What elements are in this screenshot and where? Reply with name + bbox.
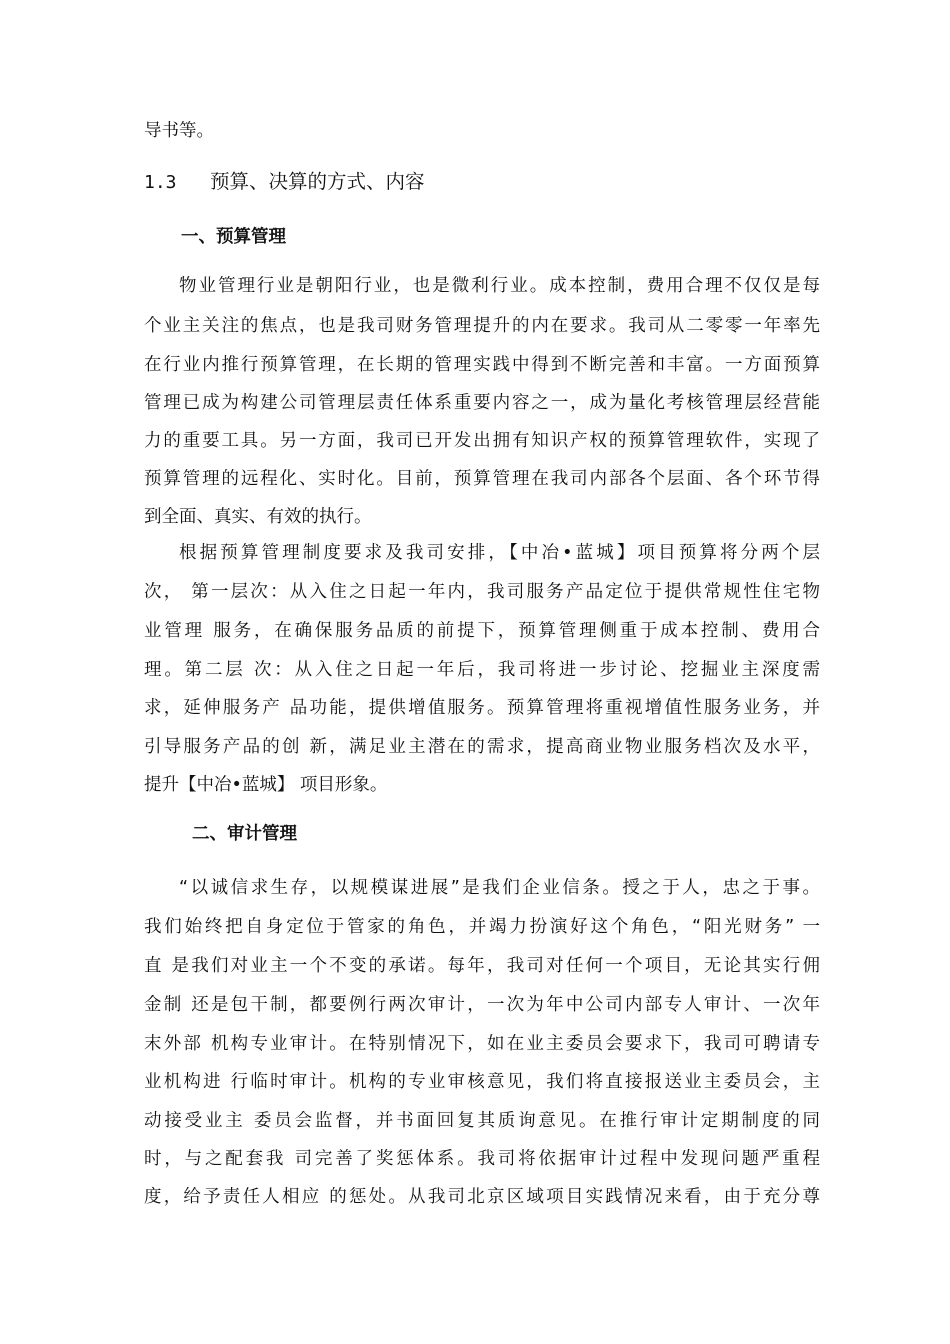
paragraph-line: 直 是我们对业主一个不变的承诺。每年，我司对任何一个项目，无论其实行佣: [144, 956, 820, 976]
section-title: 预算、决算的方式、内容: [210, 170, 425, 193]
paragraph-line: 业管理 服务，在确保服务品质的前提下，预算管理侧重于成本控制、费用合: [144, 621, 820, 641]
audit-heading: 二、审计管理: [192, 824, 297, 844]
paragraph-line: 到全面、真实、有效的执行。: [144, 507, 372, 527]
paragraph-line: 求，延伸服务产 品功能，提供增值服务。预算管理将重视增值性服务业务，并: [144, 698, 820, 718]
paragraph-line: 力的重要工具。另一方面，我司已开发出拥有知识产权的预算管理软件，实现了: [144, 431, 820, 451]
paragraph-line: 金制 还是包干制，都要例行两次审计，一次为年中公司内部专人审计、一次年: [144, 995, 820, 1015]
section-heading: [144, 168, 425, 197]
paragraph-line: 理。第二层 次：从入住之日起一年后，我司将进一步讨论、挖掘业主深度需: [144, 660, 820, 680]
budget-heading: 一、预算管理: [181, 227, 286, 247]
paragraph-line: 度，给予责任人相应 的惩处。从我司北京区域项目实践情况来看，由于充分尊: [144, 1187, 820, 1207]
paragraph-line: 我们始终把自身定位于管家的角色，并竭力扮演好这个角色，“阳光财务” 一: [144, 917, 820, 937]
paragraph-line: 个业主关注的焦点，也是我司财务管理提升的内在要求。我司从二零零一年率先: [144, 316, 820, 336]
paragraph-line: 引导服务产品的创 新，满足业主潜在的需求，提高商业物业服务档次及水平，: [144, 737, 820, 757]
paragraph-line: 动接受业主 委员会监督，并书面回复其质询意见。在推行审计定期制度的同: [144, 1111, 820, 1131]
paragraph-line: 业机构进 行临时审计。机构的专业审核意见，我们将直接报送业主委员会，主: [144, 1072, 820, 1092]
paragraph-line: 时，与之配套我 司完善了奖惩体系。我司将依据审计过程中发现问题严重程: [144, 1149, 820, 1169]
paragraph-line: 预算管理的远程化、实时化。目前，预算管理在我司内部各个层面、各个环节得: [144, 469, 820, 489]
paragraph-line: 物业管理行业是朝阳行业，也是微利行业。成本控制，费用合理不仅仅是每: [179, 276, 820, 296]
section-number: 1.3: [144, 172, 177, 193]
paragraph-line: 末外部 机构专业审计。在特别情况下，如在业主委员会要求下，我司可聘请专: [144, 1034, 820, 1054]
paragraph-line: 在行业内推行预算管理，在长期的管理实践中得到不断完善和丰富。一方面预算: [144, 355, 820, 375]
paragraph-line: 管理已成为构建公司管理层责任体系重要内容之一，成为量化考核管理层经营能: [144, 393, 820, 413]
paragraph-line: 次， 第一层次：从入住之日起一年内，我司服务产品定位于提供常规性住宅物: [144, 582, 820, 602]
paragraph-line: 提升【中冶•蓝城】 项目形象。: [144, 775, 388, 795]
paragraph-line: “以诚信求生存，以规模谋进展”是我们企业信条。授之于人，忠之于事。: [179, 878, 820, 898]
paragraph-line: 根据预算管理制度要求及我司安排，【中冶•蓝城】项目预算将分两个层: [179, 543, 820, 563]
top-fragment-line: 导书等。: [144, 121, 214, 141]
